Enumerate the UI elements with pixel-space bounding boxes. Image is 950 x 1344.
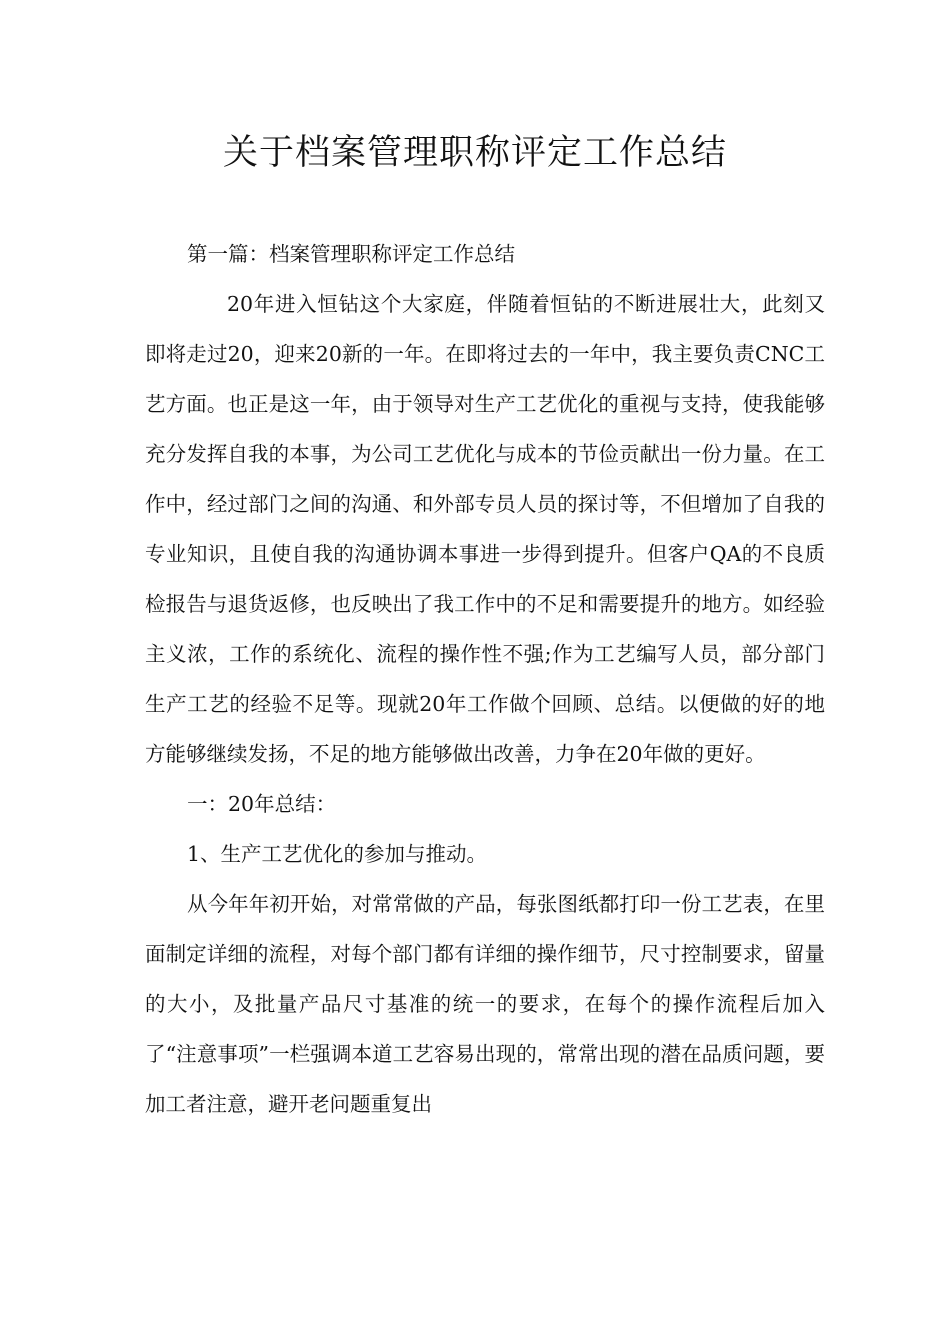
document-body bbox=[145, 229, 825, 1129]
subsection-heading: 一：20年总结： bbox=[187, 792, 337, 816]
section-heading: 第一篇：档案管理职称评定工作总结 bbox=[187, 242, 515, 266]
body-paragraph: 20年进入恒钻这个大家庭，伴随着恒钻的不断进展壮大，此刻又即将走过20，迎来20新的一年。在即将过去的一年中，我主要负责CNC工艺方面。也正是这一年，由于领导对生产工艺优化的重视与支持，使我能够充分发挥自我的本事，为公司工艺优化与成本的节俭贡献出一份力量。在工作中，经过部门之间的沟通、和外部专员人员的探讨等，不但增加了自我的专业知识，且使自我的沟通协调本事进一步得到提升。但客户QA的不良质检报告与退货返修，也反映出了我工作中的不足和需要提升的地方。如经验主义浓，工作的系统化、流程的操作性不强;作为工艺编写人员，部分部门生产工艺的经验不足等。现就20年工作做个回顾、总结。以便做的好的地方能够继续发扬，不足的地方能够做出改善，力争在20年做的更好。 bbox=[145, 292, 825, 766]
document-title: 关于档案管理职称评定工作总结 bbox=[222, 133, 727, 173]
body-paragraph: 从今年年初开始，对常常做的产品，每张图纸都打印一份工艺表，在里面制定详细的流程，对每个部门都有详细的操作细节，尺寸控制要求，留量的大小，及批量产品尺寸基准的统一的要求，在每个的操作流程后加入了“注意事项”一栏强调本道工艺容易出现的，常常出现的潜在品质问题，要加工者注意，避开老问题重复出 bbox=[145, 892, 825, 1116]
item-heading: 1、生产工艺优化的参加与推动。 bbox=[187, 842, 488, 866]
